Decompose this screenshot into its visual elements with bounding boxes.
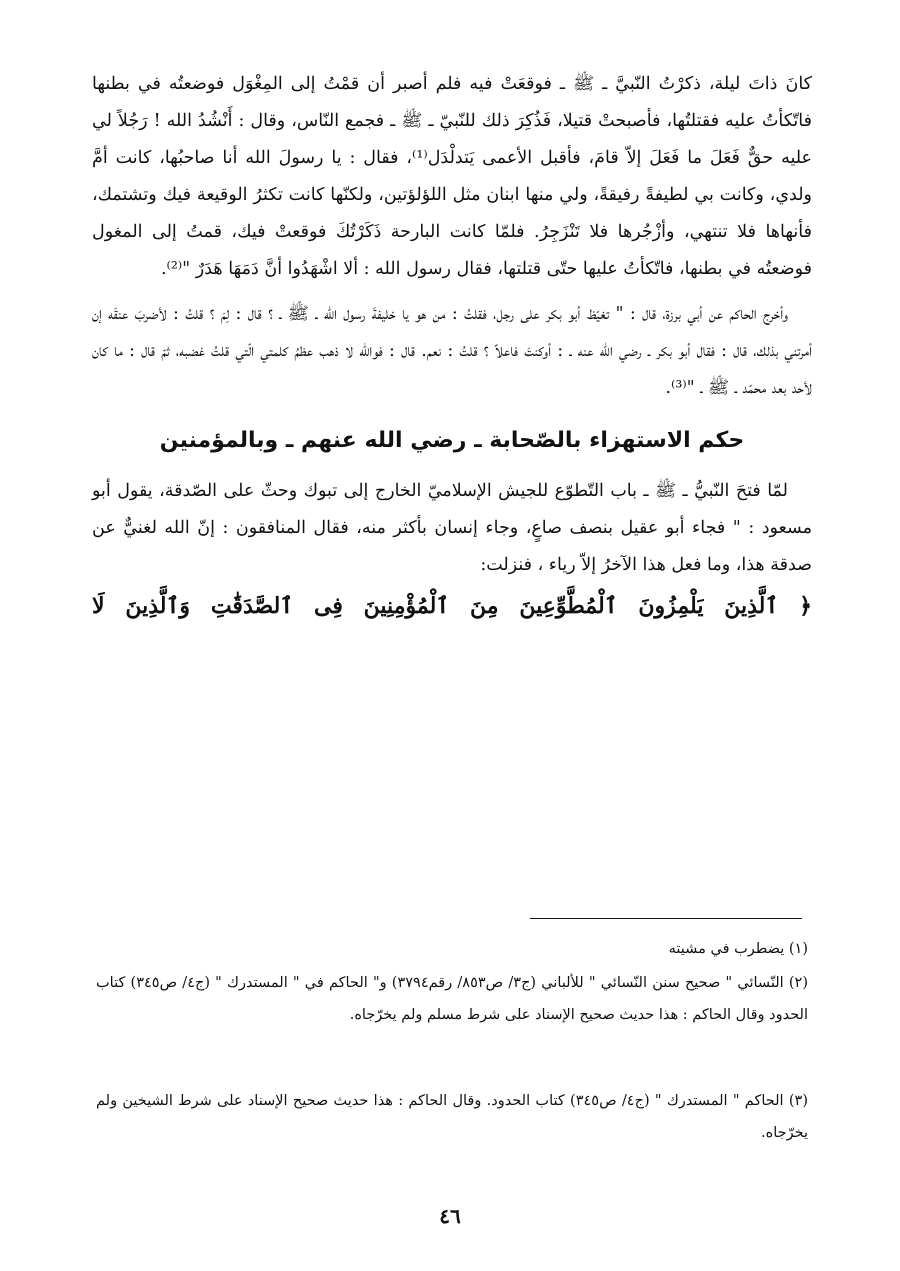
footnote-3: (٣) الحاكم " المستدرك " (ج٤/ ص٣٤٥) كتاب الحدود. وقال الحاكم : هذا حديث صحيح الإسناد على شرط الشيخين ولم يخرّجاه. bbox=[96, 1093, 808, 1141]
page-number: ٤٦ bbox=[439, 1204, 461, 1228]
section-heading: حكم الاستهزاء بالصّحابة ـ رضي الله عنهم ـ وبالمؤمنين bbox=[159, 428, 745, 453]
paragraph-tabuk: لمّا فتحَ النّبيُّ ـ ﷺ ـ باب التّطوّع للجيش الإسلاميّ الخارج إلى تبوك وحثّ على الصّدقة، يقول أبو مسعود : " فجاء أبو عقيل بنصف صاعٍ، وجاء إنسان بأكثر منه، فقال المنافقون : إنّ الله لغنيٌّ عن صدقة هذا، وما فعل هذا الآخرُ إلاّ رياء ، فنزلت: bbox=[92, 481, 812, 575]
footnote-divider bbox=[530, 918, 802, 919]
quran-verse: ﴿ ٱلَّذِينَ يَلْمِزُونَ ٱلْمُطَّوِّعِينَ مِنَ ٱلْمُؤْمِنِينَ فِى ٱلصَّدَقَٰتِ وَٱلَّذِينَ لَا bbox=[92, 593, 812, 619]
footnote-2: (٢) النّسائي " صحيح سنن النّسائي " للألباني (ج٣/ ص٨٥٣/ رقم٣٧٩٤) و" الحاكم في " المستدرك " (ج٤/ ص٣٤٥) كتاب الحدود وقال الحاكم : هذا حديث صحيح الإسناد على شرط مسلم ولم يخرّجاه. bbox=[96, 975, 808, 1023]
paragraph-hadith-blind-man: كانَ ذاتَ ليلة، ذكرْتُ النّبيَّ ـ ﷺ ـ فوقعَتْ فيه فلم أصبر أن قمْتُ إلى المِغْوَل فوضعتُه في بطنها فاتّكأتُ عليه فقتلتُها، فأصبحتْ قتيلا، فَذُكِرَ ذلك للنّبيّ ـ ﷺ ـ فجمع النّاس، وقال : أَنْشُدُ الله ! رَجُلاً لي عليه حقٌّ فَعَلَ ما فَعَلَ إلاّ قامَ، فأقبل الأعمى يَتدلْدَل⁽¹⁾، فقال : يا رسولَ الله أنا صاحبُها، كانت أمَّ ولدي، وكانت بي لطيفةً رفيقةً، ولي منها ابنان مثل اللؤلؤتين، ولكنّها كانت تكثرُ الوقيعة فيك وتشتمك، فأنهاها فلا تنتهي، وأزْجُرها فلا تَنْزَجِرُ. فلمّا كانت البارحة ذَكَرْتُكَ فوقعتْ فيك، قمتُ إلى المغول فوضعتُه في بطنها، فاتّكأتُ عليها حتّى قتلتها، فقال رسول الله : ألا اشْهَدُوا أنَّ دَمَهَا هَدَرٌ "⁽²⁾. bbox=[92, 74, 812, 279]
paragraph-abu-barza: وأخرج الحاكم عن أبي برزة، قال : " تغيّظ أبو بكر على رجل، فقلتُ : من هو يا خليفةَ رسول الله ـ ﷺ ـ ؟ قال : لِمَ ؟ قلتُ : لأضربَ عنقَه إن أمرتني بذلك، قال : فقال أبو بكر ـ رضي الله عنه ـ : أوكنتَ فاعلاً ؟ قلتُ : نعم. قال : فوالله لا ذهب عظمُ كلمتي الّتي قلتُ غضبه، ثمّ قال : ما كان لأحد بعد محمّد ـ ﷺ ـ "⁽³⁾. bbox=[92, 304, 812, 398]
footnote-1: (١) يضطرب في مشيته bbox=[668, 941, 808, 957]
page-body bbox=[92, 66, 812, 626]
